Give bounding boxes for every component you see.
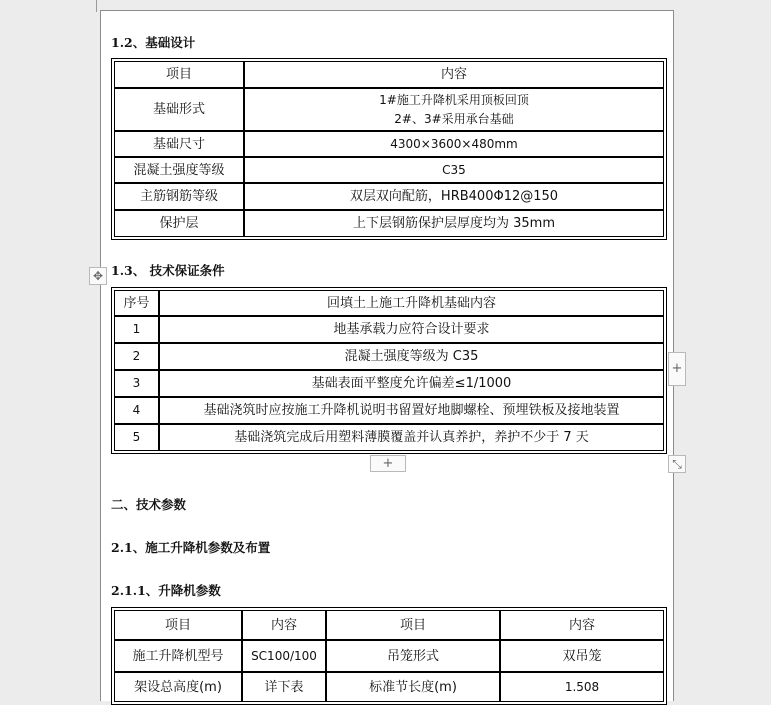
table-header-row: [114, 290, 664, 316]
header-cell: 项目: [114, 610, 242, 640]
header-cell: 内容: [244, 61, 664, 88]
table-row: [114, 183, 664, 210]
row-text: 基础浇筑完成后用塑料薄膜覆盖并认真养护，养护不少于 7 天: [159, 424, 664, 451]
row-text: 基础浇筑时应按施工升降机说明书留置好地脚螺栓、预埋铁板及接地装置: [159, 397, 664, 424]
header-cell: 序号: [114, 290, 159, 316]
table-row: [114, 88, 664, 131]
table-row: [114, 640, 664, 672]
table-cell: 双吊笼: [500, 640, 664, 672]
document-page: [100, 10, 674, 701]
row-text: 基础表面平整度允许偏差≤1/1000: [159, 370, 664, 397]
table-row: [114, 343, 664, 370]
page-margin-marker: [88, 0, 97, 12]
row-number: 3: [114, 370, 159, 397]
header-cell: 回填土上施工升降机基础内容: [159, 290, 664, 316]
header-cell: 内容: [242, 610, 326, 640]
table-row: [114, 397, 664, 424]
section-heading-1-2: 1.2、基础设计: [111, 35, 196, 50]
section-heading-1-3: 1.3、 技术保证条件: [111, 263, 225, 278]
add-row-button[interactable]: +: [370, 455, 406, 472]
table-row: [114, 424, 664, 451]
elevator-parameters-table[interactable]: [111, 607, 667, 705]
header-cell: 项目: [326, 610, 500, 640]
table-row: [114, 316, 664, 343]
table-header-row: [114, 610, 664, 640]
row-value: [244, 88, 664, 131]
table-cell: 标准节长度(m): [326, 672, 500, 702]
table-header-row: [114, 61, 664, 88]
table-row: [114, 210, 664, 237]
table-resize-handle-icon[interactable]: ⤡: [668, 455, 686, 473]
add-column-button[interactable]: +: [668, 352, 686, 386]
technical-conditions-table[interactable]: [111, 287, 667, 454]
row-label: 主筋钢筋等级: [114, 183, 244, 210]
table-row: [114, 157, 664, 183]
row-value-line: 2#、3#采用承台基础: [394, 111, 514, 126]
row-number: 5: [114, 424, 159, 451]
header-cell: 内容: [500, 610, 664, 640]
row-text: 混凝土强度等级为 C35: [159, 343, 664, 370]
header-cell: 项目: [114, 61, 244, 88]
table-cell: 施工升降机型号: [114, 640, 242, 672]
section-heading-2-1: 2.1、施工升降机参数及布置: [111, 540, 271, 555]
row-number: 4: [114, 397, 159, 424]
section-heading-2: 二、技术参数: [111, 497, 187, 512]
table-cell: 架设总高度(m): [114, 672, 242, 702]
table-row: [114, 672, 664, 702]
table-row: [114, 370, 664, 397]
row-text: 地基承载力应符合设计要求: [159, 316, 664, 343]
row-label: 基础形式: [114, 88, 244, 131]
row-label: 保护层: [114, 210, 244, 237]
table-row: [114, 131, 664, 157]
table-cell: 1.508: [500, 672, 664, 702]
table-move-handle-icon[interactable]: ✥: [89, 267, 107, 285]
row-number: 2: [114, 343, 159, 370]
section-heading-2-1-1: 2.1.1、升降机参数: [111, 583, 221, 598]
table-cell: 详下表: [242, 672, 326, 702]
row-value: C35: [244, 157, 664, 183]
row-value: 4300×3600×480mm: [244, 131, 664, 157]
foundation-design-table[interactable]: [111, 58, 667, 240]
row-value-line: 1#施工升降机采用顶板回顶: [379, 92, 529, 107]
table-cell: SC100/100: [242, 640, 326, 672]
row-label: 基础尺寸: [114, 131, 244, 157]
row-label: 混凝土强度等级: [114, 157, 244, 183]
row-value: 上下层钢筋保护层厚度均为 35mm: [244, 210, 664, 237]
table-cell: 吊笼形式: [326, 640, 500, 672]
row-value: 双层双向配筋，HRB400Φ12@150: [244, 183, 664, 210]
row-number: 1: [114, 316, 159, 343]
